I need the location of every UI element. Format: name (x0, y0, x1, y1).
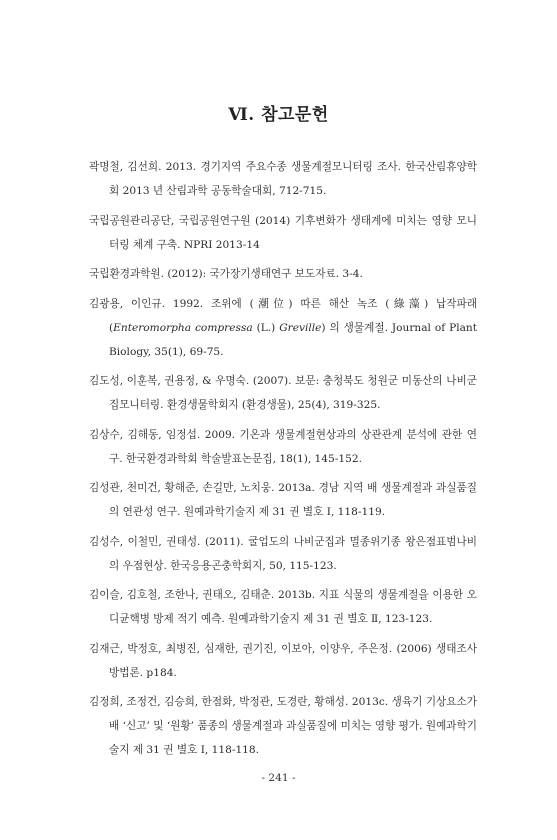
reference-italic-text: Enteromorpha compressa (113, 321, 253, 334)
reference-text: 곽명철, 김선희. 2013. 경기지역 주요수종 생물계절모니터링 조사. 한국산림휴양학회 2013 년 산림과학 공동학술대회, 712-715. (89, 161, 477, 197)
reference-text: 김광용, 이인규. 1992. 조위에 (潮位) 따른 해산 녹조 (綠藻) 납작파래 ( (89, 297, 477, 334)
reference-text: ) 의 생물계절. Journal of Plant Biology, 35(1), 69-75. (109, 321, 477, 358)
reference-text: 김도성, 이훈복, 권용정, & 우명숙. (2007). 보문: 충청북도 청원군 미동산의 나비군집모니터링. 환경생물학회지 (환경생물), 25(4), 319-325. (89, 375, 477, 411)
reference-text: 국립환경과학원. (2012): 국가장기생태연구 보도자료. 3-4. (89, 268, 363, 280)
reference-entry (89, 262, 477, 286)
reference-entry (89, 292, 477, 364)
reference-text: 김성관, 천미건, 황해준, 손길만, 노치웅. 2013a. 경남 지역 배 생물계절과 과실품질의 연관성 연구. 원예과학기술지 제 31 권 별호 Ⅰ, 118-119. (89, 482, 477, 518)
reference-entry (89, 637, 477, 685)
reference-text: 김성수, 이철민, 권태성. (2011). 굴업도의 나비군집과 멸종위기종 왕은점표범나비의 우점현상. 한국응용곤충학회지, 50, 115-123. (89, 535, 477, 572)
page-number: - 241 - (261, 772, 296, 784)
reference-text: (L.) (252, 321, 280, 334)
chapter-title: Ⅵ. 참고문헌 (228, 105, 329, 125)
reference-list (89, 155, 477, 768)
reference-text: 국립공원관리공단, 국립공원연구원 (2014) 기후변화가 생태계에 미치는 영향 모니터링 체계 구축. NPRI 2013-14 (89, 214, 477, 251)
reference-text: 김재근, 박정호, 최병진, 심재한, 권기진, 이보아, 이양우, 주은정. (2006) 생태조사방법론. p184. (89, 642, 477, 679)
reference-entry (89, 423, 477, 471)
reference-italic-text: Greville (279, 321, 322, 334)
reference-text: 김상수, 김해동, 임정섭. 2009. 기온과 생물계절현상과의 상관관계 분석에 관한 연구. 한국환경과학회 학술발표논문집, 18(1), 145-152. (89, 428, 477, 465)
reference-entry (89, 209, 477, 257)
reference-entry (89, 583, 477, 631)
reference-text: 김이슬, 김호철, 조한나, 권태오, 김태춘. 2013b. 지표 식물의 생물계절을 이용한 오디균핵병 방제 적기 예측. 원예과학기술지 제 31 권 별호 Ⅱ, 123-123. (89, 589, 477, 625)
reference-entry (89, 690, 477, 762)
reference-entry (89, 476, 477, 524)
reference-entry (89, 155, 477, 203)
reference-text: 김정희, 조정건, 김승희, 한점화, 박정관, 도경란, 황해성. 2013c. 생육기 기상요소가 배 ‘신고’ 및 ‘원황’ 품종의 생물계절과 과실품질에 미치는 영향 평가. 원예과학기술지 제 31 권 별호 Ⅰ, 118-118. (89, 696, 477, 756)
reference-entry (89, 530, 477, 578)
reference-entry (89, 369, 477, 417)
